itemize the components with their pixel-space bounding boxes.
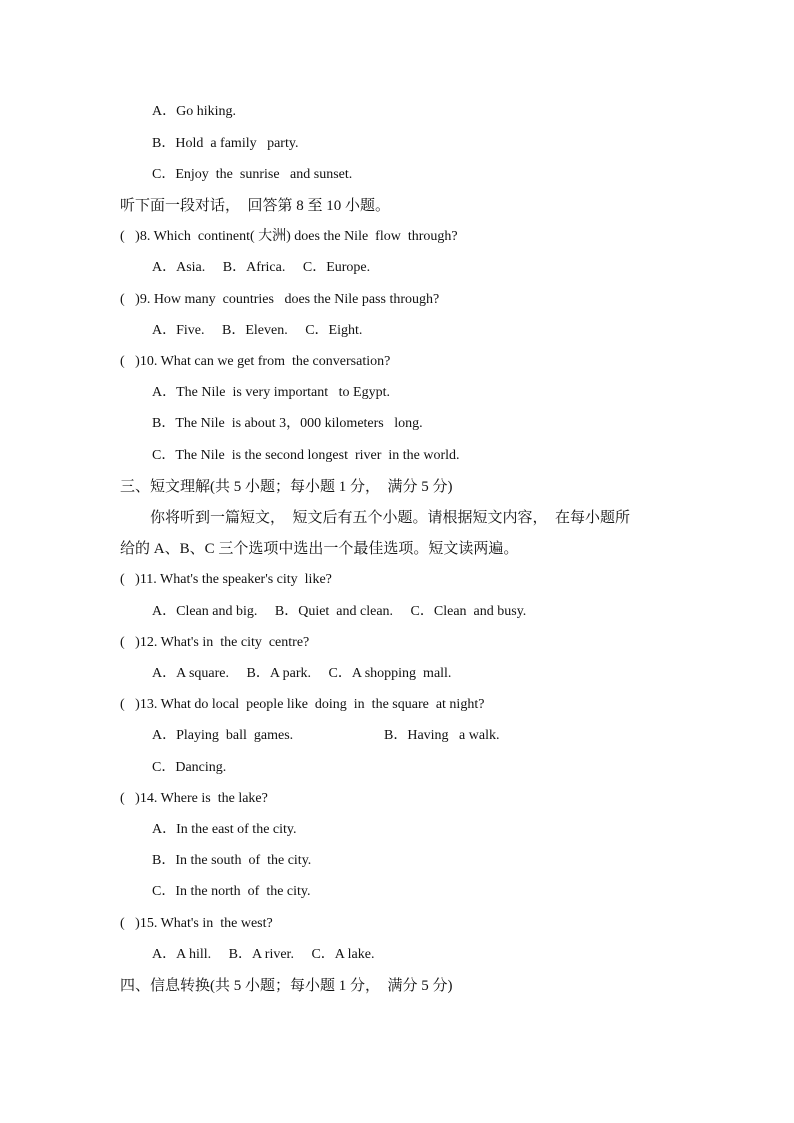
question-13-option-b: B．Having a walk. [384, 728, 500, 743]
question-11-options: A．Clean and big. B．Quiet and clean. C．Clean and busy. [152, 604, 527, 619]
section-4-heading: 四、信息转换(共 5 小题；每小题 1 分， 满分 5 分) [120, 978, 453, 994]
dialog-instruction: 听下面一段对话， 回答第 8 至 10 小题。 [120, 198, 391, 214]
question-14-option-a: A．In the east of the city. [152, 822, 297, 837]
question-10-stem: ( )10. What can we get from the conversation? [120, 354, 391, 369]
question-12-stem: ( )12. What's in the city centre? [120, 635, 310, 650]
question-10-option-a: A．The Nile is very important to Egypt. [152, 385, 390, 400]
question-13-stem: ( )13. What do local people like doing in the square at night? [120, 697, 485, 712]
question-10-option-c: C．The Nile is the second longest river in the world. [152, 448, 460, 463]
question-14-option-b: B．In the south of the city. [152, 853, 312, 868]
question-12-options: A．A square. B．A park. C．A shopping mall. [152, 666, 452, 681]
option-b: B．Hold a family party. [152, 136, 299, 151]
question-13-option-c: C．Dancing. [152, 760, 227, 775]
option-a: A．Go hiking. [152, 104, 236, 119]
question-11-stem: ( )11. What's the speaker's city like? [120, 572, 332, 587]
question-10-option-b: B．The Nile is about 3，000 kilometers long. [152, 416, 423, 431]
question-14-option-c: C．In the north of the city. [152, 884, 311, 899]
option-c: C．Enjoy the sunrise and sunset. [152, 167, 353, 182]
question-9-stem: ( )9. How many countries does the Nile pass through? [120, 292, 440, 307]
question-9-options: A．Five. B．Eleven. C．Eight. [152, 323, 363, 338]
section-3-heading: 三、短文理解(共 5 小题；每小题 1 分， 满分 5 分) [120, 479, 453, 495]
question-8-stem: ( )8. Which continent( 大洲) does the Nile flow through? [120, 229, 458, 244]
question-15-stem: ( )15. What's in the west? [120, 916, 273, 931]
question-14-stem: ( )14. Where is the lake? [120, 791, 268, 806]
question-13-option-a: A．Playing ball games. [152, 728, 294, 743]
section-3-instruction-line-2: 给的 A、B、C 三个选项中选出一个最佳选项。短文读两遍。 [120, 541, 519, 557]
question-15-options: A．A hill. B．A river. C．A lake. [152, 947, 375, 962]
question-8-options: A．Asia. B．Africa. C．Europe. [152, 260, 371, 275]
section-3-instruction-line-1: 你将听到一篇短文， 短文后有五个小题。请根据短文内容， 在每小题所 [120, 510, 631, 526]
